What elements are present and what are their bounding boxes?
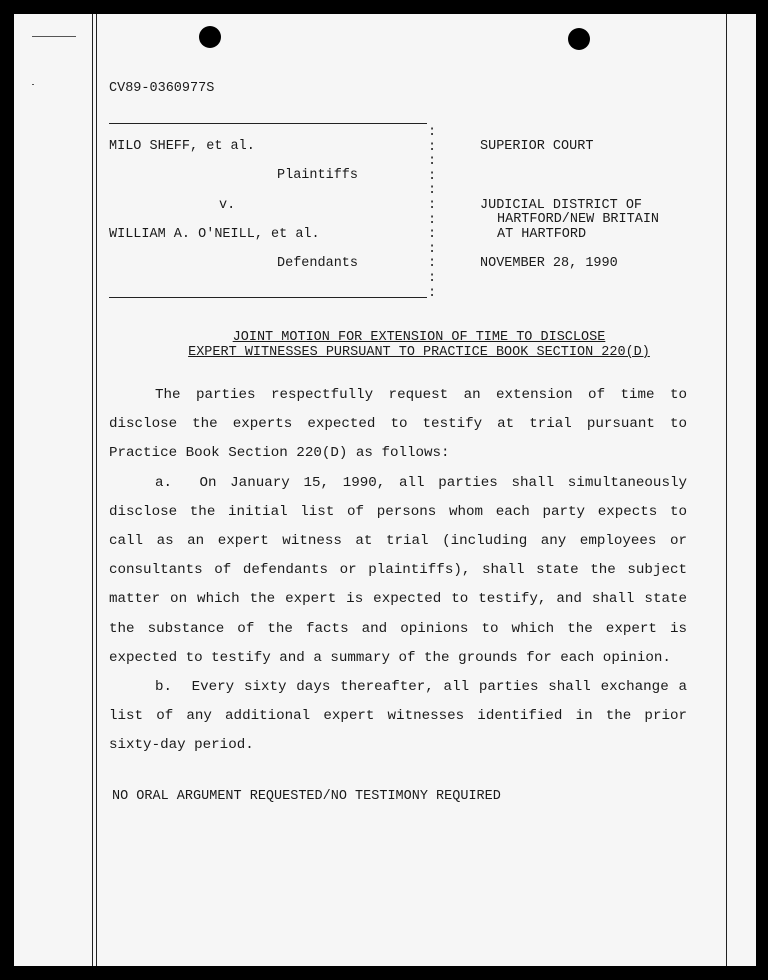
plaintiff-name: MILO SHEFF, et al. bbox=[109, 139, 255, 154]
footer-note: NO ORAL ARGUMENT REQUESTED/NO TESTIMONY REQUIRED bbox=[112, 789, 501, 804]
defendant-name: WILLIAM A. O'NEILL, et al. bbox=[109, 227, 320, 242]
left-margin-line-inner bbox=[96, 14, 97, 966]
district-line-3: AT HARTFORD bbox=[497, 227, 587, 242]
left-margin-line bbox=[92, 14, 93, 966]
district-line-1: JUDICIAL DISTRICT OF bbox=[480, 198, 643, 213]
motion-title-line-2: EXPERT WITNESSES PURSUANT TO PRACTICE BOOK SECTION 220(D) bbox=[188, 345, 650, 360]
scan-speck bbox=[32, 84, 34, 85]
item-b-paragraph bbox=[109, 673, 687, 761]
punch-hole-right bbox=[568, 28, 590, 50]
intro-paragraph: The parties respectfully request an extension of time to disclose the experts expected to testify at trial pursuant to Practice Book Section 220(D) as follows: bbox=[109, 387, 687, 462]
item-b-label: b. bbox=[155, 679, 173, 696]
filing-date: NOVEMBER 28, 1990 bbox=[480, 256, 618, 271]
document-page bbox=[14, 14, 756, 966]
item-a-paragraph bbox=[109, 469, 687, 673]
item-b-text: Every sixty days thereafter, all parties shall exchange a list of any additional expert witnesses identified in the prior sixty-day period. bbox=[109, 679, 687, 754]
item-a-text: On January 15, 1990, all parties shall simultaneously disclose the initial list of persons whom each party expects to call as an expert witness at trial (including any employees or consultants of defendants or plaintiffs), shall state the subject matter on which the expert is expected to testify, and shall state the substance of the facts and opinions to which the expert is expected to testify and a summary of the grounds for each opinion. bbox=[109, 474, 687, 666]
case-number: CV89-0360977S bbox=[109, 81, 215, 96]
caption-top-rule bbox=[109, 123, 427, 124]
motion-body bbox=[109, 381, 687, 761]
caption-colon-divider: : : : : : : : : : : : : bbox=[427, 125, 437, 301]
motion-title bbox=[109, 330, 729, 360]
motion-title-line-1: JOINT MOTION FOR EXTENSION OF TIME TO DISCLOSE bbox=[232, 330, 606, 345]
caption-bottom-rule bbox=[109, 297, 427, 298]
right-margin-line bbox=[726, 14, 727, 966]
plaintiff-role: Plaintiffs bbox=[277, 168, 359, 183]
punch-hole-left bbox=[199, 26, 221, 48]
versus: v. bbox=[219, 198, 236, 213]
district-line-2: HARTFORD/NEW BRITAIN bbox=[497, 212, 660, 227]
scan-speck bbox=[32, 36, 76, 37]
court-name: SUPERIOR COURT bbox=[480, 139, 594, 154]
defendant-role: Defendants bbox=[277, 256, 359, 271]
item-a-label: a. bbox=[155, 474, 173, 491]
